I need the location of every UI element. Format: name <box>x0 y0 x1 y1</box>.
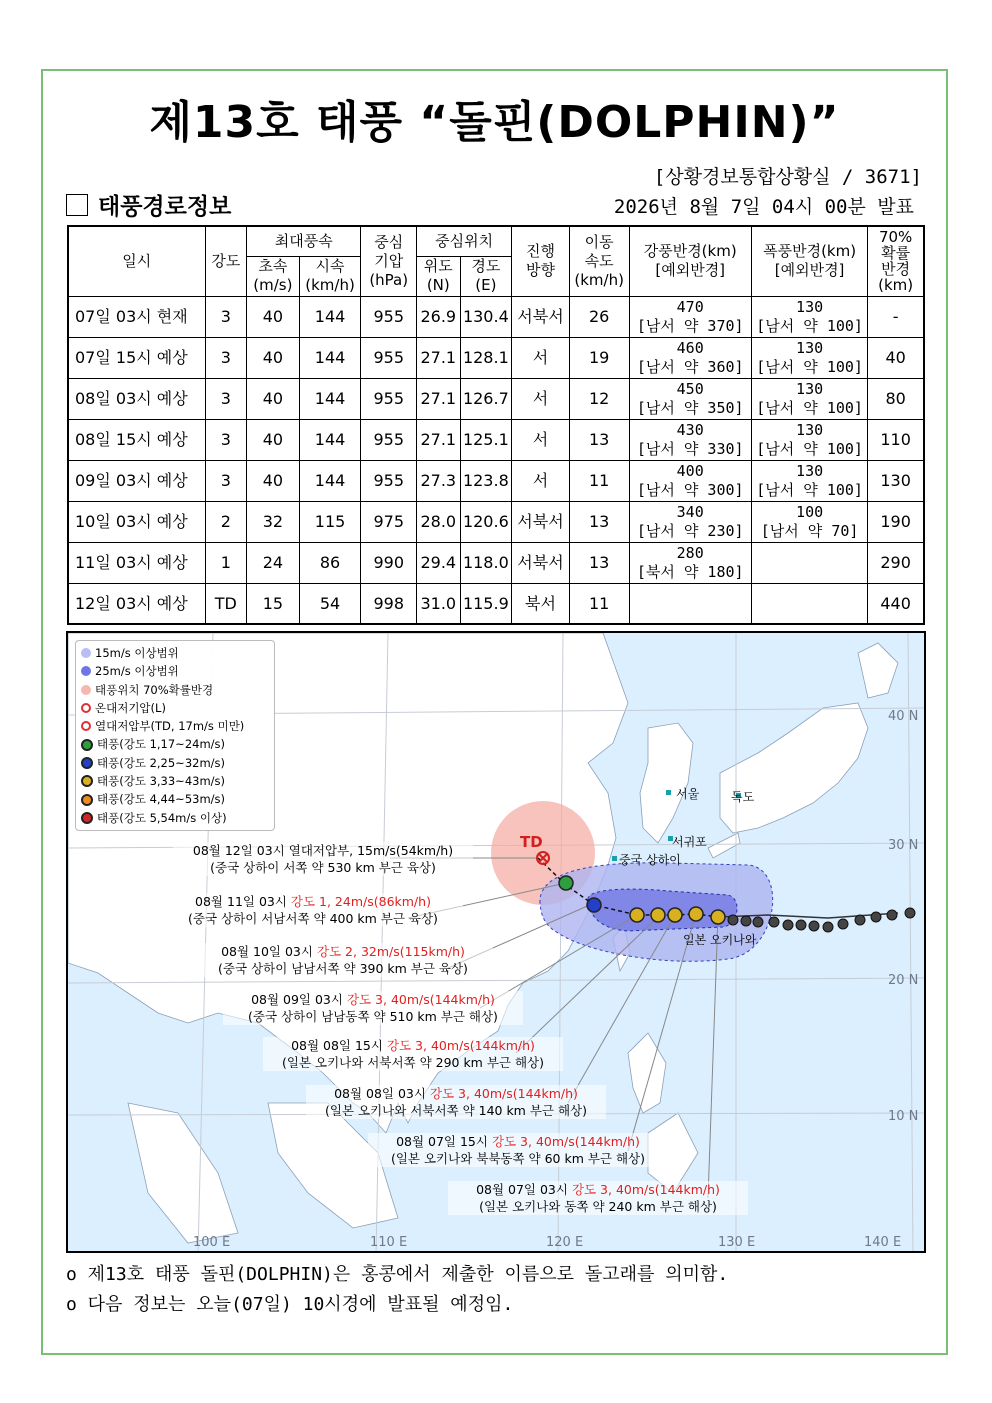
cell-lat: 27.1 <box>417 337 461 378</box>
cell-speed: 13 <box>569 419 629 460</box>
header-storm-radius: 폭풍반경(km) [예외반경] <box>751 226 867 296</box>
cell-pressure: 975 <box>361 501 417 542</box>
cell-gale-radius-value: 400 <box>676 461 704 480</box>
cell-intensity: 2 <box>205 501 246 542</box>
light-blue-circle <box>81 648 91 658</box>
grid-label-20n: 20 N <box>888 973 919 988</box>
cell-lat: 27.1 <box>417 378 461 419</box>
typhoon-green-icon <box>81 739 93 751</box>
cell-wind-kmh: 144 <box>299 378 361 419</box>
legend-item <box>81 809 269 827</box>
table-row <box>68 296 924 337</box>
cell-lon: 128.1 <box>460 337 512 378</box>
cell-storm-radius <box>751 419 867 460</box>
cell-direction: 서 <box>512 378 570 419</box>
annotation-intensity: 강도 3, 40m/s(144km/h) <box>571 1182 720 1197</box>
cell-storm-radius <box>751 583 867 624</box>
place-dokdo: 독도 <box>731 790 755 804</box>
cell-wind-kmh: 144 <box>299 337 361 378</box>
cell-storm-radius-value: 100 <box>796 502 824 521</box>
legend-label: 태풍(강도 3,33~43m/s) <box>97 774 226 789</box>
annotation-intensity: 강도 3, 40m/s(144km/h) <box>346 992 495 1007</box>
annotation-line1 <box>223 991 523 1008</box>
page-title: 제13호 태풍 “돌핀(DOLPHIN)” <box>149 97 840 148</box>
header-speed: 이동 속도 (km/h) <box>569 226 629 296</box>
place-shanghai: 중국 상하이 <box>619 853 681 867</box>
blue-circle <box>81 666 91 676</box>
cell-gale-radius-value: 460 <box>676 338 704 357</box>
annotation-time: 08월 08일 03시 <box>334 1086 430 1101</box>
annotation-line1 <box>193 943 493 960</box>
cell-gale-radius-exception: [남서 약 370] <box>636 316 744 335</box>
header-pressure: 중심 기압 (hPa) <box>361 226 417 296</box>
cell-gale-radius <box>629 419 751 460</box>
cell-storm-radius-value: 130 <box>796 338 824 357</box>
cell-gale-radius-exception: [남서 약 300] <box>636 480 744 499</box>
legend-item <box>81 790 269 808</box>
place-okinawa: 일본 오키나와 <box>683 933 757 947</box>
track-annotation <box>263 1037 563 1071</box>
cell-wind-ms: 24 <box>247 542 300 583</box>
cell-direction: 북서 <box>512 583 570 624</box>
cell-lat: 29.4 <box>417 542 461 583</box>
annotation-intensity: 강도 2, 32m/s(115km/h) <box>316 944 465 959</box>
annotation-location: (중국 상하이 서쪽 약 530 km 부근 육상) <box>210 860 436 875</box>
cell-wind-kmh: 115 <box>299 501 361 542</box>
annotation-line1 <box>263 1037 563 1054</box>
typhoon-yellow-icon <box>81 775 93 787</box>
typhoon-blue-icon <box>81 757 93 769</box>
table-row <box>68 337 924 378</box>
checkbox-square-icon <box>66 194 88 216</box>
header-lat: 위도 (N) <box>417 256 461 296</box>
grid-label-100e: 100 E <box>193 1235 231 1250</box>
cell-wind-ms: 32 <box>247 501 300 542</box>
cell-gale-radius <box>629 501 751 542</box>
grid-label-30n: 30 N <box>888 838 919 853</box>
legend-label: 열대저압부(TD, 17m/s 미만) <box>95 719 245 734</box>
cell-prob70: 40 <box>868 337 924 378</box>
header-center: 중심위치 <box>417 226 512 256</box>
cell-speed: 19 <box>569 337 629 378</box>
header-direction: 진행 방향 <box>512 226 570 296</box>
annotation-location: (중국 상하이 서남서쪽 약 400 km 부근 육상) <box>188 911 438 926</box>
cell-gale-radius-value: 470 <box>676 297 704 316</box>
cell-pressure: 990 <box>361 542 417 583</box>
cell-lat: 26.9 <box>417 296 461 337</box>
header-datetime: 일시 <box>68 226 205 296</box>
grid-label-120e: 120 E <box>546 1235 584 1250</box>
cell-pressure: 955 <box>361 296 417 337</box>
legend-label: 25m/s 이상범위 <box>95 664 179 679</box>
legend-item <box>81 681 269 699</box>
annotation-time: 08월 07일 03시 <box>476 1182 572 1197</box>
track-annotation <box>368 1133 668 1167</box>
cell-wind-ms: 15 <box>247 583 300 624</box>
cell-lat: 28.0 <box>417 501 461 542</box>
annotation-location: (일본 오키나와 동쪽 약 240 km 부근 해상) <box>479 1199 717 1214</box>
legend-item <box>81 662 269 680</box>
typhoon-red-icon <box>81 812 93 824</box>
cell-gale-radius <box>629 296 751 337</box>
cell-gale-radius <box>629 337 751 378</box>
header-prob70: 70% 확률 반경 (km) <box>868 226 924 296</box>
table-row <box>68 583 924 624</box>
cell-lon: 120.6 <box>460 501 512 542</box>
track-annotation <box>173 842 473 876</box>
cell-prob70: 80 <box>868 378 924 419</box>
cell-wind-ms: 40 <box>247 378 300 419</box>
notes <box>66 1260 728 1320</box>
table-row <box>68 419 924 460</box>
table-row <box>68 542 924 583</box>
place-seoul: 서울 <box>676 787 700 801</box>
track-annotation <box>193 943 493 977</box>
cell-storm-radius-exception: [남서 약 100] <box>756 316 863 335</box>
cell-wind-kmh: 54 <box>299 583 361 624</box>
cell-intensity: 3 <box>205 419 246 460</box>
legend-item <box>81 717 269 735</box>
cell-datetime: 07일 03시 현재 <box>68 296 205 337</box>
annotation-location: (중국 상하이 남남동쪽 약 510 km 부근 해상) <box>248 1009 498 1024</box>
cell-speed: 13 <box>569 501 629 542</box>
cell-direction: 서북서 <box>512 296 570 337</box>
table-row <box>68 501 924 542</box>
issued-time: 2026년 8월 7일 04시 00분 발표 <box>613 196 914 218</box>
cell-speed: 13 <box>569 542 629 583</box>
legend-label: 태풍(강도 1,17~24m/s) <box>97 737 226 752</box>
cell-prob70: 190 <box>868 501 924 542</box>
legend-label: 태풍(강도 2,25~32m/s) <box>97 755 226 770</box>
tropical-depression-icon <box>81 721 91 731</box>
annotation-line1 <box>306 1085 606 1102</box>
cell-storm-radius-exception: [남서 약 70] <box>760 521 859 540</box>
cell-speed: 26 <box>569 296 629 337</box>
legend-item <box>81 735 269 753</box>
cell-intensity: TD <box>205 583 246 624</box>
cell-lon: 115.9 <box>460 583 512 624</box>
annotation-line1 <box>163 893 463 910</box>
typhoon-track-map <box>66 631 926 1253</box>
cell-wind-kmh: 86 <box>299 542 361 583</box>
cell-wind-ms: 40 <box>247 296 300 337</box>
cell-datetime: 11일 03시 예상 <box>68 542 205 583</box>
table-row <box>68 378 924 419</box>
annotation-line1 <box>448 1181 748 1198</box>
grid-label-130e: 130 E <box>718 1235 756 1250</box>
cell-gale-radius <box>629 378 751 419</box>
track-annotation <box>163 893 463 927</box>
cell-intensity: 3 <box>205 378 246 419</box>
cell-wind-kmh: 144 <box>299 460 361 501</box>
cell-datetime: 07일 15시 예상 <box>68 337 205 378</box>
annotation-time: 08월 10일 03시 <box>221 944 317 959</box>
cell-prob70: 110 <box>868 419 924 460</box>
cell-storm-radius-value: 130 <box>796 297 824 316</box>
typhoon-track-table <box>67 225 925 625</box>
annotation-location: (중국 상하이 남남서쪽 약 390 km 부근 육상) <box>218 961 468 976</box>
cell-gale-radius-value: 450 <box>676 379 704 398</box>
cell-direction: 서 <box>512 337 570 378</box>
track-annotation <box>448 1181 748 1215</box>
annotation-intensity: 강도 1, 24m/s(86km/h) <box>290 894 431 909</box>
cell-gale-radius-value: 280 <box>676 543 704 562</box>
cell-wind-ms: 40 <box>247 460 300 501</box>
cell-storm-radius <box>751 501 867 542</box>
annotation-intensity: 강도 3, 40m/s(144km/h) <box>386 1038 535 1053</box>
annotation-intensity: 강도 3, 40m/s(144km/h) <box>491 1134 640 1149</box>
cell-gale-radius-exception: [북서 약 180] <box>636 562 744 581</box>
cell-pressure: 955 <box>361 378 417 419</box>
annotation-line1 <box>368 1133 668 1150</box>
annotation-location: (일본 오키나와 서북서쪽 약 140 km 부근 해상) <box>325 1103 587 1118</box>
track-annotation <box>223 991 523 1025</box>
cell-storm-radius <box>751 542 867 583</box>
cell-storm-radius-exception: [남서 약 100] <box>756 480 863 499</box>
cell-intensity: 1 <box>205 542 246 583</box>
annotation-location: (일본 오키나와 서북서쪽 약 290 km 부근 해상) <box>282 1055 544 1070</box>
note-2: o 다음 정보는 오늘(07일) 10시경에 발표될 예정임. <box>66 1294 514 1315</box>
cell-datetime: 08일 03시 예상 <box>68 378 205 419</box>
grid-label-140e: 140 E <box>864 1235 902 1250</box>
cell-storm-radius-exception: [남서 약 100] <box>756 398 863 417</box>
cell-lon: 130.4 <box>460 296 512 337</box>
cell-storm-radius <box>751 337 867 378</box>
cell-lat: 27.1 <box>417 419 461 460</box>
legend-item <box>81 699 269 717</box>
issuing-office: [상황경보통합상황실 / 3671] <box>653 166 922 188</box>
cell-lat: 27.3 <box>417 460 461 501</box>
track-annotation <box>306 1085 606 1119</box>
cell-wind-ms: 40 <box>247 419 300 460</box>
cell-intensity: 3 <box>205 296 246 337</box>
cell-speed: 11 <box>569 583 629 624</box>
legend-label: 온대저기압(L) <box>95 700 166 715</box>
cell-prob70: 290 <box>868 542 924 583</box>
annotation-time: 08월 08일 15시 <box>291 1038 387 1053</box>
extratropical-low-icon <box>81 703 91 713</box>
cell-gale-radius-exception: [남서 약 330] <box>636 439 744 458</box>
cell-gale-radius <box>629 460 751 501</box>
cell-direction: 서 <box>512 419 570 460</box>
typhoon-orange-icon <box>81 794 93 806</box>
cell-storm-radius-value: 130 <box>796 420 824 439</box>
cell-lon: 126.7 <box>460 378 512 419</box>
cell-datetime: 10일 03시 예상 <box>68 501 205 542</box>
legend-item <box>81 644 269 662</box>
cell-gale-radius-value: 430 <box>676 420 704 439</box>
header-gale-radius: 강풍반경(km) [예외반경] <box>629 226 751 296</box>
header-wind-ms: 초속 (m/s) <box>247 256 300 296</box>
cell-direction: 서북서 <box>512 542 570 583</box>
cell-direction: 서 <box>512 460 570 501</box>
annotation-line1 <box>173 842 473 859</box>
section-heading <box>66 188 231 221</box>
cell-storm-radius <box>751 378 867 419</box>
cell-intensity: 3 <box>205 337 246 378</box>
cell-gale-radius-value: 340 <box>676 502 704 521</box>
legend-item <box>81 754 269 772</box>
pink-circle <box>81 685 91 695</box>
header-wind-kmh: 시속 (km/h) <box>299 256 361 296</box>
cell-pressure: 955 <box>361 460 417 501</box>
annotation-time: 08월 09일 03시 <box>251 992 347 1007</box>
cell-lon: 118.0 <box>460 542 512 583</box>
cell-storm-radius-value: 130 <box>796 379 824 398</box>
cell-gale-radius-exception: [남서 약 360] <box>636 357 744 376</box>
annotation-location: (일본 오키나와 북북동쪽 약 60 km 부근 해상) <box>390 1151 645 1166</box>
cell-storm-radius-value: 130 <box>796 461 824 480</box>
cell-wind-kmh: 144 <box>299 419 361 460</box>
map-legend <box>75 640 275 831</box>
header-intensity: 강도 <box>205 226 246 296</box>
cell-storm-radius <box>751 460 867 501</box>
header-max-wind: 최대풍속 <box>247 226 361 256</box>
legend-item <box>81 772 269 790</box>
grid-label-10n: 10 N <box>888 1109 919 1124</box>
cell-lon: 125.1 <box>460 419 512 460</box>
cell-intensity: 3 <box>205 460 246 501</box>
cell-storm-radius-exception: [남서 약 100] <box>756 357 863 376</box>
header-lon: 경도 (E) <box>460 256 512 296</box>
note-1: o 제13호 태풍 돌핀(DOLPHIN)은 홍콩에서 제출한 이름으로 돌고래를 의미함. <box>66 1264 729 1285</box>
grid-label-40n: 40 N <box>888 709 919 724</box>
annotation-time: 08월 12일 03시 열대저압부, 15m/s(54km/h) <box>192 843 454 858</box>
cell-prob70: 130 <box>868 460 924 501</box>
cell-lon: 123.8 <box>460 460 512 501</box>
cell-speed: 12 <box>569 378 629 419</box>
annotation-time: 08월 07일 15시 <box>396 1134 492 1149</box>
cell-prob70: - <box>868 296 924 337</box>
cell-pressure: 955 <box>361 419 417 460</box>
cell-datetime: 09일 03시 예상 <box>68 460 205 501</box>
section-title: 태풍경로정보 <box>98 194 232 220</box>
cell-gale-radius-exception: [남서 약 230] <box>636 521 744 540</box>
annotation-intensity: 강도 3, 40m/s(144km/h) <box>429 1086 578 1101</box>
cell-lat: 31.0 <box>417 583 461 624</box>
place-seogwipo: 서귀포 <box>672 835 707 849</box>
cell-datetime: 12일 03시 예상 <box>68 583 205 624</box>
annotation-time: 08월 11일 03시 <box>195 894 291 909</box>
legend-label: 태풍위치 70%확률반경 <box>95 682 214 697</box>
cell-wind-ms: 40 <box>247 337 300 378</box>
legend-label: 태풍(강도 5,54m/s 이상) <box>97 810 227 825</box>
cell-wind-kmh: 144 <box>299 296 361 337</box>
cell-pressure: 998 <box>361 583 417 624</box>
td-label: TD <box>520 833 543 851</box>
cell-direction: 서북서 <box>512 501 570 542</box>
cell-gale-radius <box>629 583 751 624</box>
cell-gale-radius <box>629 542 751 583</box>
cell-pressure: 955 <box>361 337 417 378</box>
table-row <box>68 460 924 501</box>
cell-prob70: 440 <box>868 583 924 624</box>
cell-storm-radius <box>751 296 867 337</box>
cell-speed: 11 <box>569 460 629 501</box>
grid-label-110e: 110 E <box>370 1235 408 1250</box>
cell-datetime: 08일 15시 예상 <box>68 419 205 460</box>
legend-label: 15m/s 이상범위 <box>95 646 179 660</box>
cell-gale-radius-exception: [남서 약 350] <box>636 398 744 417</box>
cell-storm-radius-exception: [남서 약 100] <box>756 439 863 458</box>
legend-label: 태풍(강도 4,44~53m/s) <box>97 792 226 807</box>
